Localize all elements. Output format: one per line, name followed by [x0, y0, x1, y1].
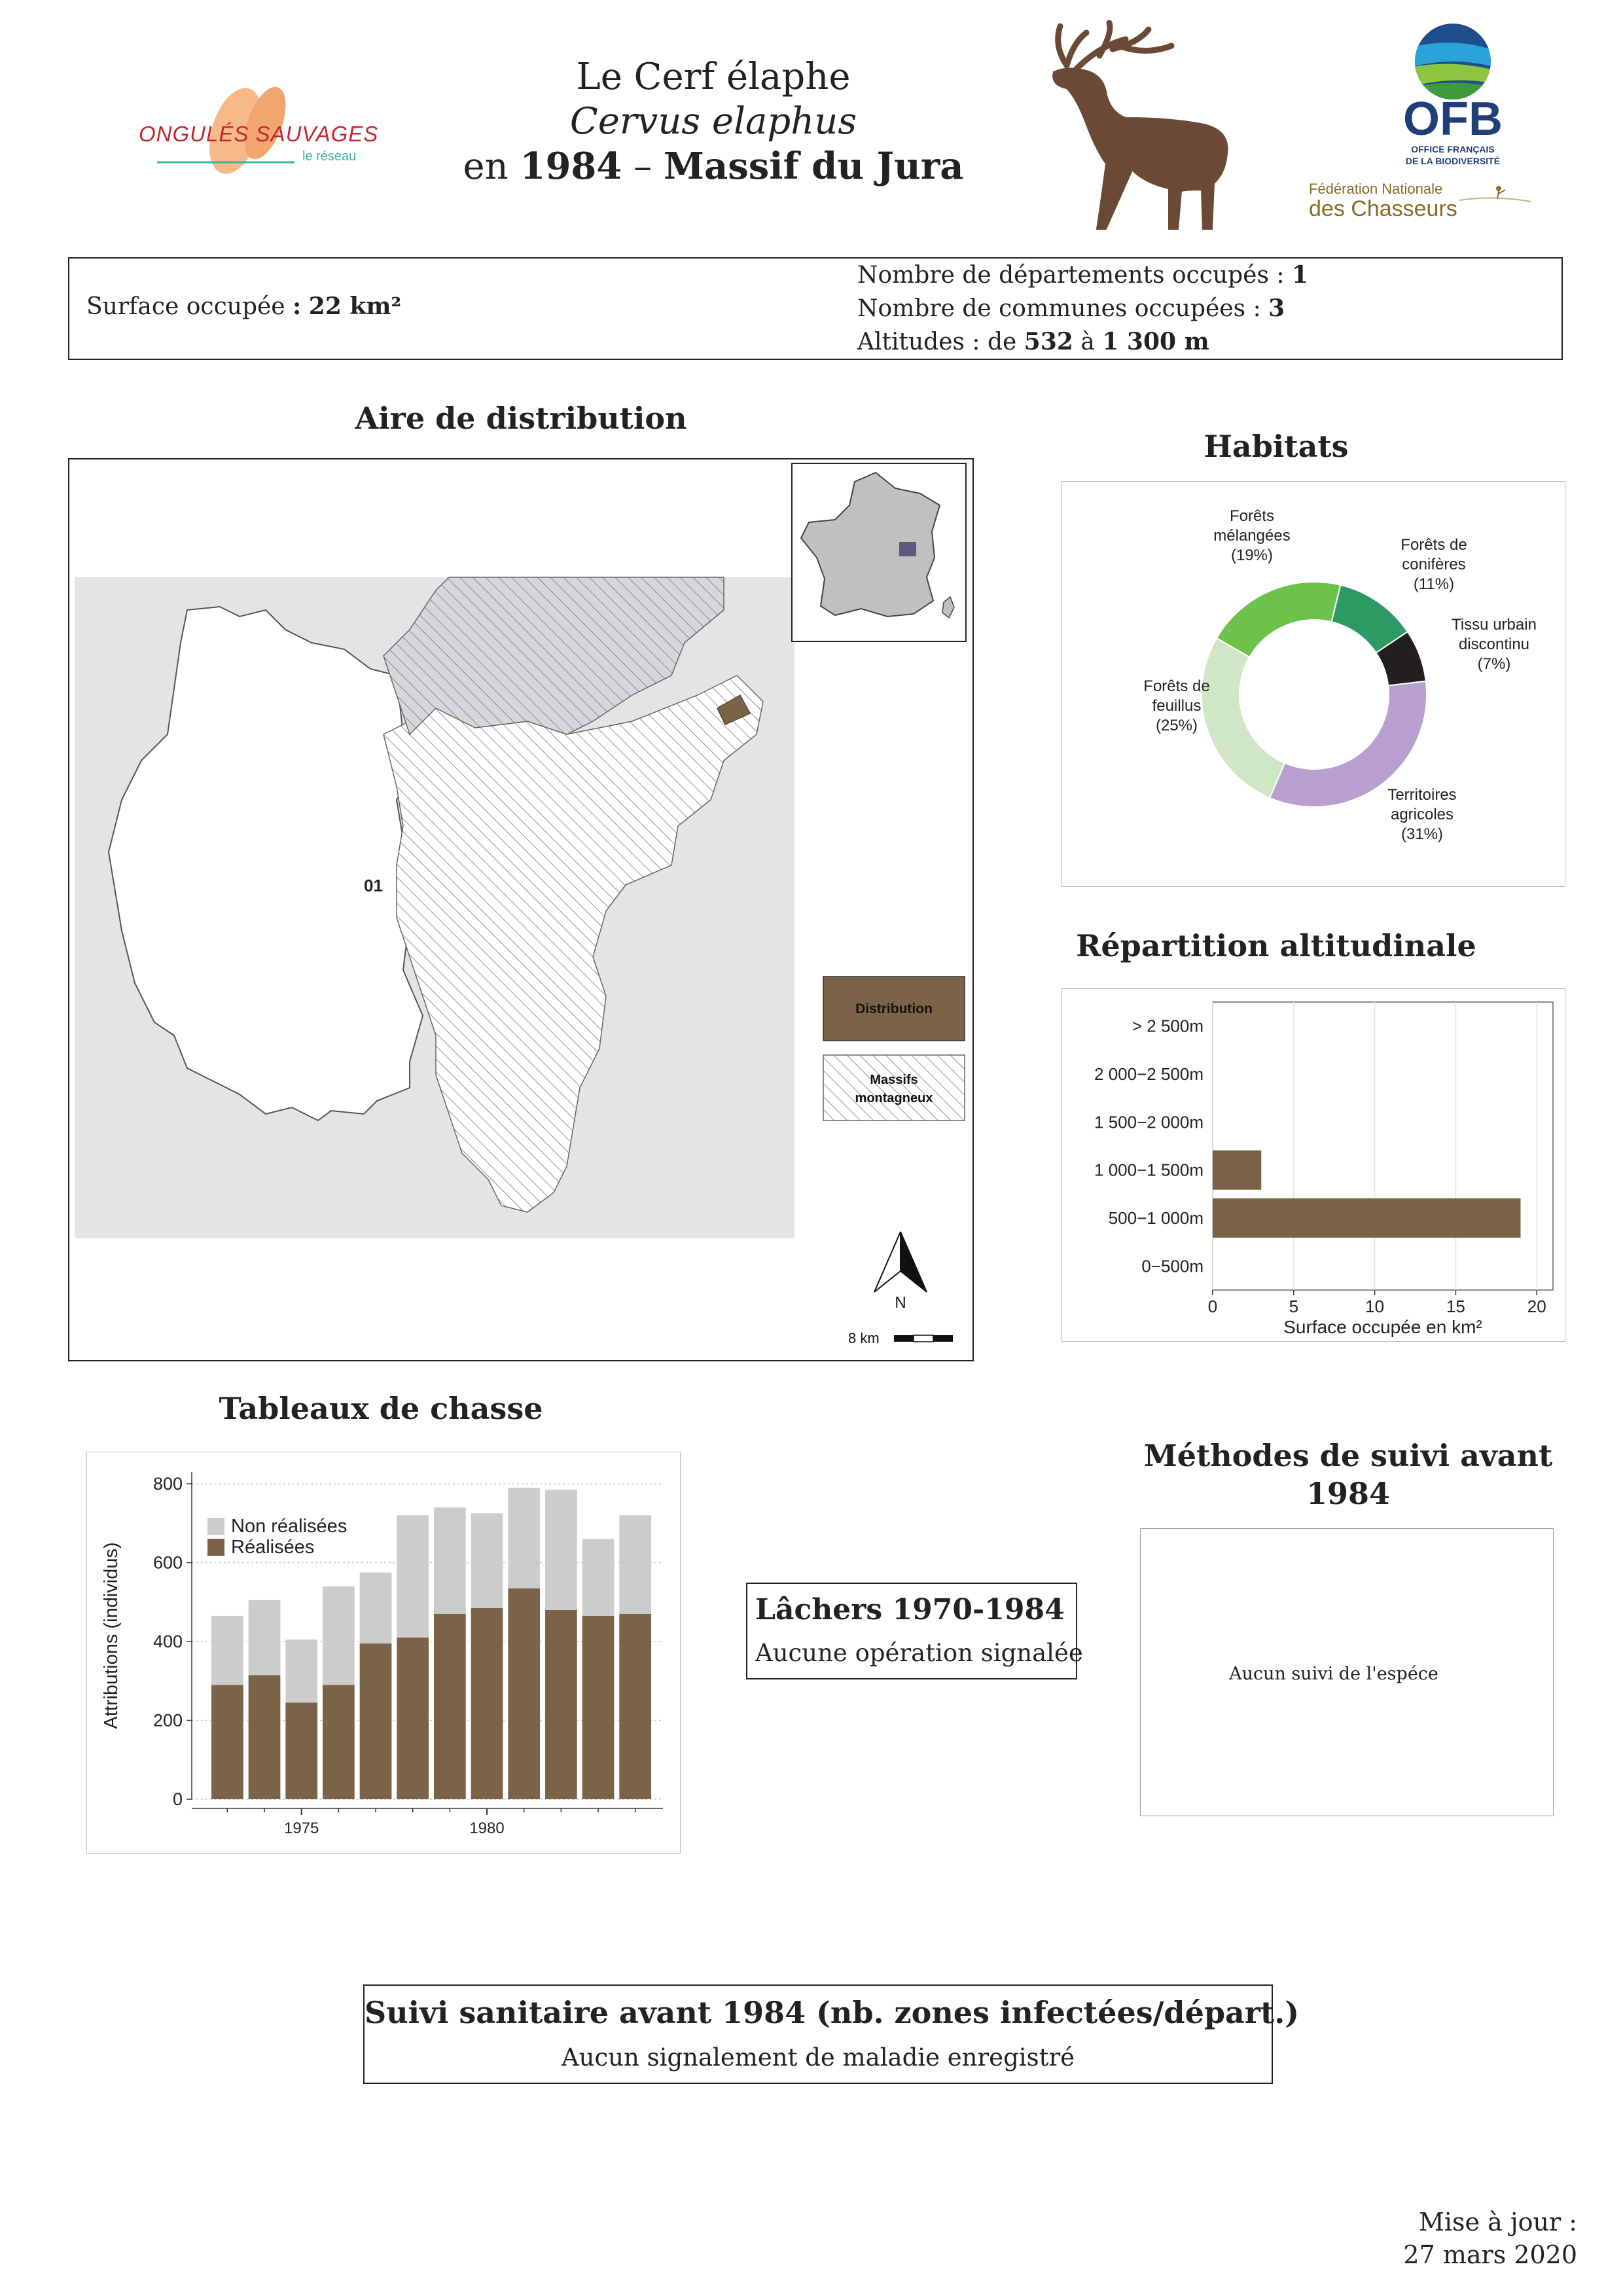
hunting-y-tick-label-0: 0	[172, 1789, 183, 1809]
departements-label: Nombre de départements occupés :	[857, 262, 1285, 289]
hunting-bar-realisees-1974	[249, 1675, 281, 1799]
donut-label-2-1: discontinu	[1458, 636, 1530, 653]
altitudes-stat	[857, 325, 1308, 359]
hunting-panel	[86, 1452, 681, 1854]
update-date: 27 mars 2020	[1403, 2240, 1577, 2269]
donut-label-1-2: (11%)	[1413, 575, 1455, 593]
altitudes-max: 1 300 m	[1102, 328, 1209, 355]
title-common-name: Le Cerf élaphe	[576, 56, 851, 98]
hunting-bar-realisees-1977	[360, 1643, 392, 1799]
hunting-bar-realisees-1978	[397, 1638, 429, 1799]
suivi-heading-line-2: 1984	[1306, 1476, 1391, 1511]
hunting-bar-non-realisees-1977	[360, 1573, 392, 1643]
title-period	[419, 144, 1008, 189]
inset-france-map	[792, 463, 966, 641]
ofb-main-text: OFB	[1403, 93, 1503, 145]
altitude-x-axis-label: Surface occupée en km²	[1283, 1317, 1482, 1337]
surface-colon: :	[293, 293, 302, 320]
inset-zone-marker	[899, 542, 916, 556]
altitude-tick-label-5: 5	[1289, 1297, 1299, 1316]
altitude-heading: Répartition altitudinale	[1076, 928, 1476, 963]
hunting-x-tick-label-1975: 1975	[284, 1820, 319, 1837]
scale-bar	[848, 1330, 953, 1346]
hunting-bar-realisees-1979	[434, 1614, 466, 1799]
altitudes-min: 532	[1024, 328, 1073, 355]
legend-distribution-label: Distribution	[855, 1001, 933, 1016]
hunting-bar-non-realisees-1978	[397, 1515, 429, 1638]
hunting-y-tick-label-600: 600	[152, 1552, 183, 1573]
surface-stat	[86, 290, 401, 323]
altitude-category-label-2: 1 500−2 000m	[1094, 1112, 1204, 1132]
map-svg	[69, 459, 972, 1360]
altitude-bar-4	[1213, 1198, 1520, 1238]
fnc-logo	[1309, 177, 1544, 229]
suivi-heading-line-1: Méthodes de suivi avant	[1143, 1438, 1553, 1473]
north-label: N	[895, 1294, 906, 1312]
altitude-category-label-0: > 2 500m	[1132, 1016, 1204, 1036]
donut-label-2-2: (7%)	[1477, 655, 1511, 673]
hunting-legend-label-0: Non réalisées	[231, 1516, 348, 1537]
map-legend	[823, 977, 965, 1121]
deer-silhouette-icon	[1041, 20, 1237, 236]
hunting-bar-non-realisees-1976	[323, 1587, 355, 1685]
hunting-bar-non-realisees-1973	[211, 1616, 243, 1685]
distribution-map	[68, 458, 974, 1361]
donut-label-0-1: mélangées	[1213, 527, 1291, 545]
hunting-bar-non-realisees-1984	[619, 1515, 651, 1614]
donut-slice-0	[1217, 582, 1340, 657]
hunting-legend-label-1: Réalisées	[231, 1537, 315, 1558]
lachers-box	[746, 1583, 1083, 1679]
legend-massifs-swatch	[823, 1055, 965, 1121]
altitudes-sep: à	[1080, 329, 1095, 355]
hunting-legend-swatch-1	[207, 1539, 224, 1556]
altitude-category-label-1: 2 000−2 500m	[1094, 1064, 1204, 1084]
altitude-tick-label-15: 15	[1446, 1297, 1465, 1316]
altitudes-label: Altitudes : de	[857, 329, 1017, 355]
hunting-legend-swatch-0	[207, 1518, 224, 1535]
ongules-main-text: ONGULÉS SAUVAGES	[139, 122, 379, 146]
hunting-bar-non-realisees-1983	[582, 1539, 615, 1615]
donut-label-2-0: Tissu urbain	[1452, 616, 1537, 634]
hunting-bar-realisees-1976	[323, 1685, 355, 1799]
hunting-y-tick-label-200: 200	[152, 1710, 183, 1731]
fnc-line-2: des Chasseurs	[1309, 196, 1457, 221]
hunting-heading: Tableaux de chasse	[219, 1391, 543, 1426]
habitats-heading: Habitats	[1204, 429, 1349, 464]
altitude-tick-label-10: 10	[1365, 1297, 1385, 1316]
sanitaire-box	[363, 1984, 1300, 2084]
ongules-sauvages-logo	[131, 72, 380, 183]
hunting-x-tick-label-1980: 1980	[469, 1820, 505, 1837]
donut-label-1-1: conifères	[1402, 556, 1466, 573]
habitats-donut-chart	[1062, 482, 1565, 886]
sanitaire-text: Aucun signalement de maladie enregistré	[561, 2043, 1075, 2072]
lachers-title: Lâchers 1970-1984	[755, 1593, 1065, 1626]
donut-label-3-2: (31%)	[1400, 825, 1444, 843]
donut-label-4-0: Forêts de	[1143, 677, 1210, 695]
surface-value: 22 km²	[308, 293, 402, 320]
legend-massifs-label-1: Massifs	[870, 1073, 918, 1087]
altitude-bar-chart	[1062, 989, 1565, 1341]
donut-label-1-0: Forêts de	[1400, 536, 1467, 554]
ongules-sub-text: le réseau	[302, 149, 357, 164]
hunting-bar-realisees-1980	[471, 1608, 503, 1799]
title-dash: –	[633, 145, 652, 188]
hunting-bar-realisees-1973	[211, 1685, 243, 1799]
surface-label: Surface occupée	[86, 293, 285, 320]
hunting-bar-realisees-1975	[285, 1702, 317, 1799]
hunting-y-tick-label-800: 800	[152, 1474, 183, 1494]
donut-slice-4	[1202, 638, 1285, 798]
hunting-y-tick-label-400: 400	[152, 1632, 183, 1652]
donut-label-0-2: (19%)	[1230, 547, 1274, 564]
legend-massifs-label-2: montagneux	[855, 1091, 933, 1105]
suivi-heading	[1113, 1437, 1584, 1513]
donut-label-3-0: Territoires	[1387, 786, 1457, 804]
donut-label-0-0: Forêts	[1229, 507, 1275, 525]
title-latin-name: Cervus elaphus	[569, 100, 857, 143]
update-info	[1322, 2206, 1577, 2271]
title-year: 1984	[520, 145, 622, 188]
hunting-bar-realisees-1984	[619, 1614, 651, 1799]
ofb-sub-text-2: DE LA BIODIVERSITÉ	[1405, 156, 1501, 166]
communes-stat	[857, 292, 1308, 325]
donut-label-3-1: agricoles	[1390, 806, 1454, 823]
map-heading: Aire de distribution	[355, 401, 687, 436]
hunting-y-axis-label: Attributions (individus)	[101, 1542, 122, 1729]
donut-label-4-1: feuillus	[1152, 697, 1202, 715]
hunting-bar-non-realisees-1975	[285, 1640, 317, 1702]
lachers-text: Aucune opération signalée	[755, 1639, 1083, 1667]
hunting-bar-realisees-1981	[508, 1588, 540, 1799]
communes-label: Nombre de communes occupées :	[857, 295, 1261, 322]
fnc-line-1: Fédération Nationale	[1309, 181, 1443, 197]
hunting-bar-non-realisees-1980	[471, 1513, 503, 1608]
title-prefix: en	[463, 145, 508, 188]
ofb-logo	[1387, 22, 1518, 166]
scale-label: 8 km	[848, 1330, 880, 1346]
stats-right	[857, 259, 1308, 359]
north-arrow-icon	[874, 1232, 927, 1312]
altitude-bar-3	[1213, 1151, 1261, 1190]
hunting-bar-non-realisees-1974	[249, 1600, 281, 1675]
hunting-bar-realisees-1983	[582, 1616, 615, 1799]
altitude-tick-label-0: 0	[1207, 1297, 1218, 1316]
hunting-bar-non-realisees-1982	[545, 1490, 577, 1610]
hunting-bar-chart	[87, 1452, 680, 1853]
page-title	[419, 55, 1008, 189]
hunting-bar-non-realisees-1981	[508, 1488, 540, 1588]
hunting-bar-non-realisees-1979	[434, 1507, 466, 1614]
altitude-category-label-5: 0−500m	[1141, 1256, 1204, 1276]
donut-label-4-2: (25%)	[1155, 717, 1198, 734]
title-region: Massif du Jura	[663, 145, 964, 188]
altitude-plot-frame	[1213, 1002, 1553, 1290]
communes-value: 3	[1268, 295, 1285, 322]
altitude-category-label-4: 500−1 000m	[1108, 1208, 1204, 1228]
update-label: Mise à jour :	[1418, 2208, 1577, 2236]
suivi-box	[1140, 1528, 1554, 1816]
habitats-panel	[1061, 481, 1565, 887]
altitude-panel	[1061, 988, 1565, 1342]
altitude-category-label-3: 1 000−1 500m	[1094, 1160, 1204, 1180]
ofb-sub-text-1: OFFICE FRANÇAIS	[1411, 144, 1495, 154]
sanitaire-title: Suivi sanitaire avant 1984 (nb. zones infectées/départ.)	[365, 1995, 1300, 2030]
fnc-hunter-icon	[1459, 185, 1531, 204]
departements-value: 1	[1292, 261, 1309, 289]
department-label: 01	[364, 876, 383, 895]
hunting-bar-realisees-1982	[545, 1610, 577, 1799]
altitude-tick-label-20: 20	[1527, 1297, 1546, 1316]
departements-stat	[857, 259, 1308, 292]
stats-box	[68, 257, 1563, 360]
suivi-text: Aucun suivi de l'espéce	[1229, 1664, 1438, 1684]
